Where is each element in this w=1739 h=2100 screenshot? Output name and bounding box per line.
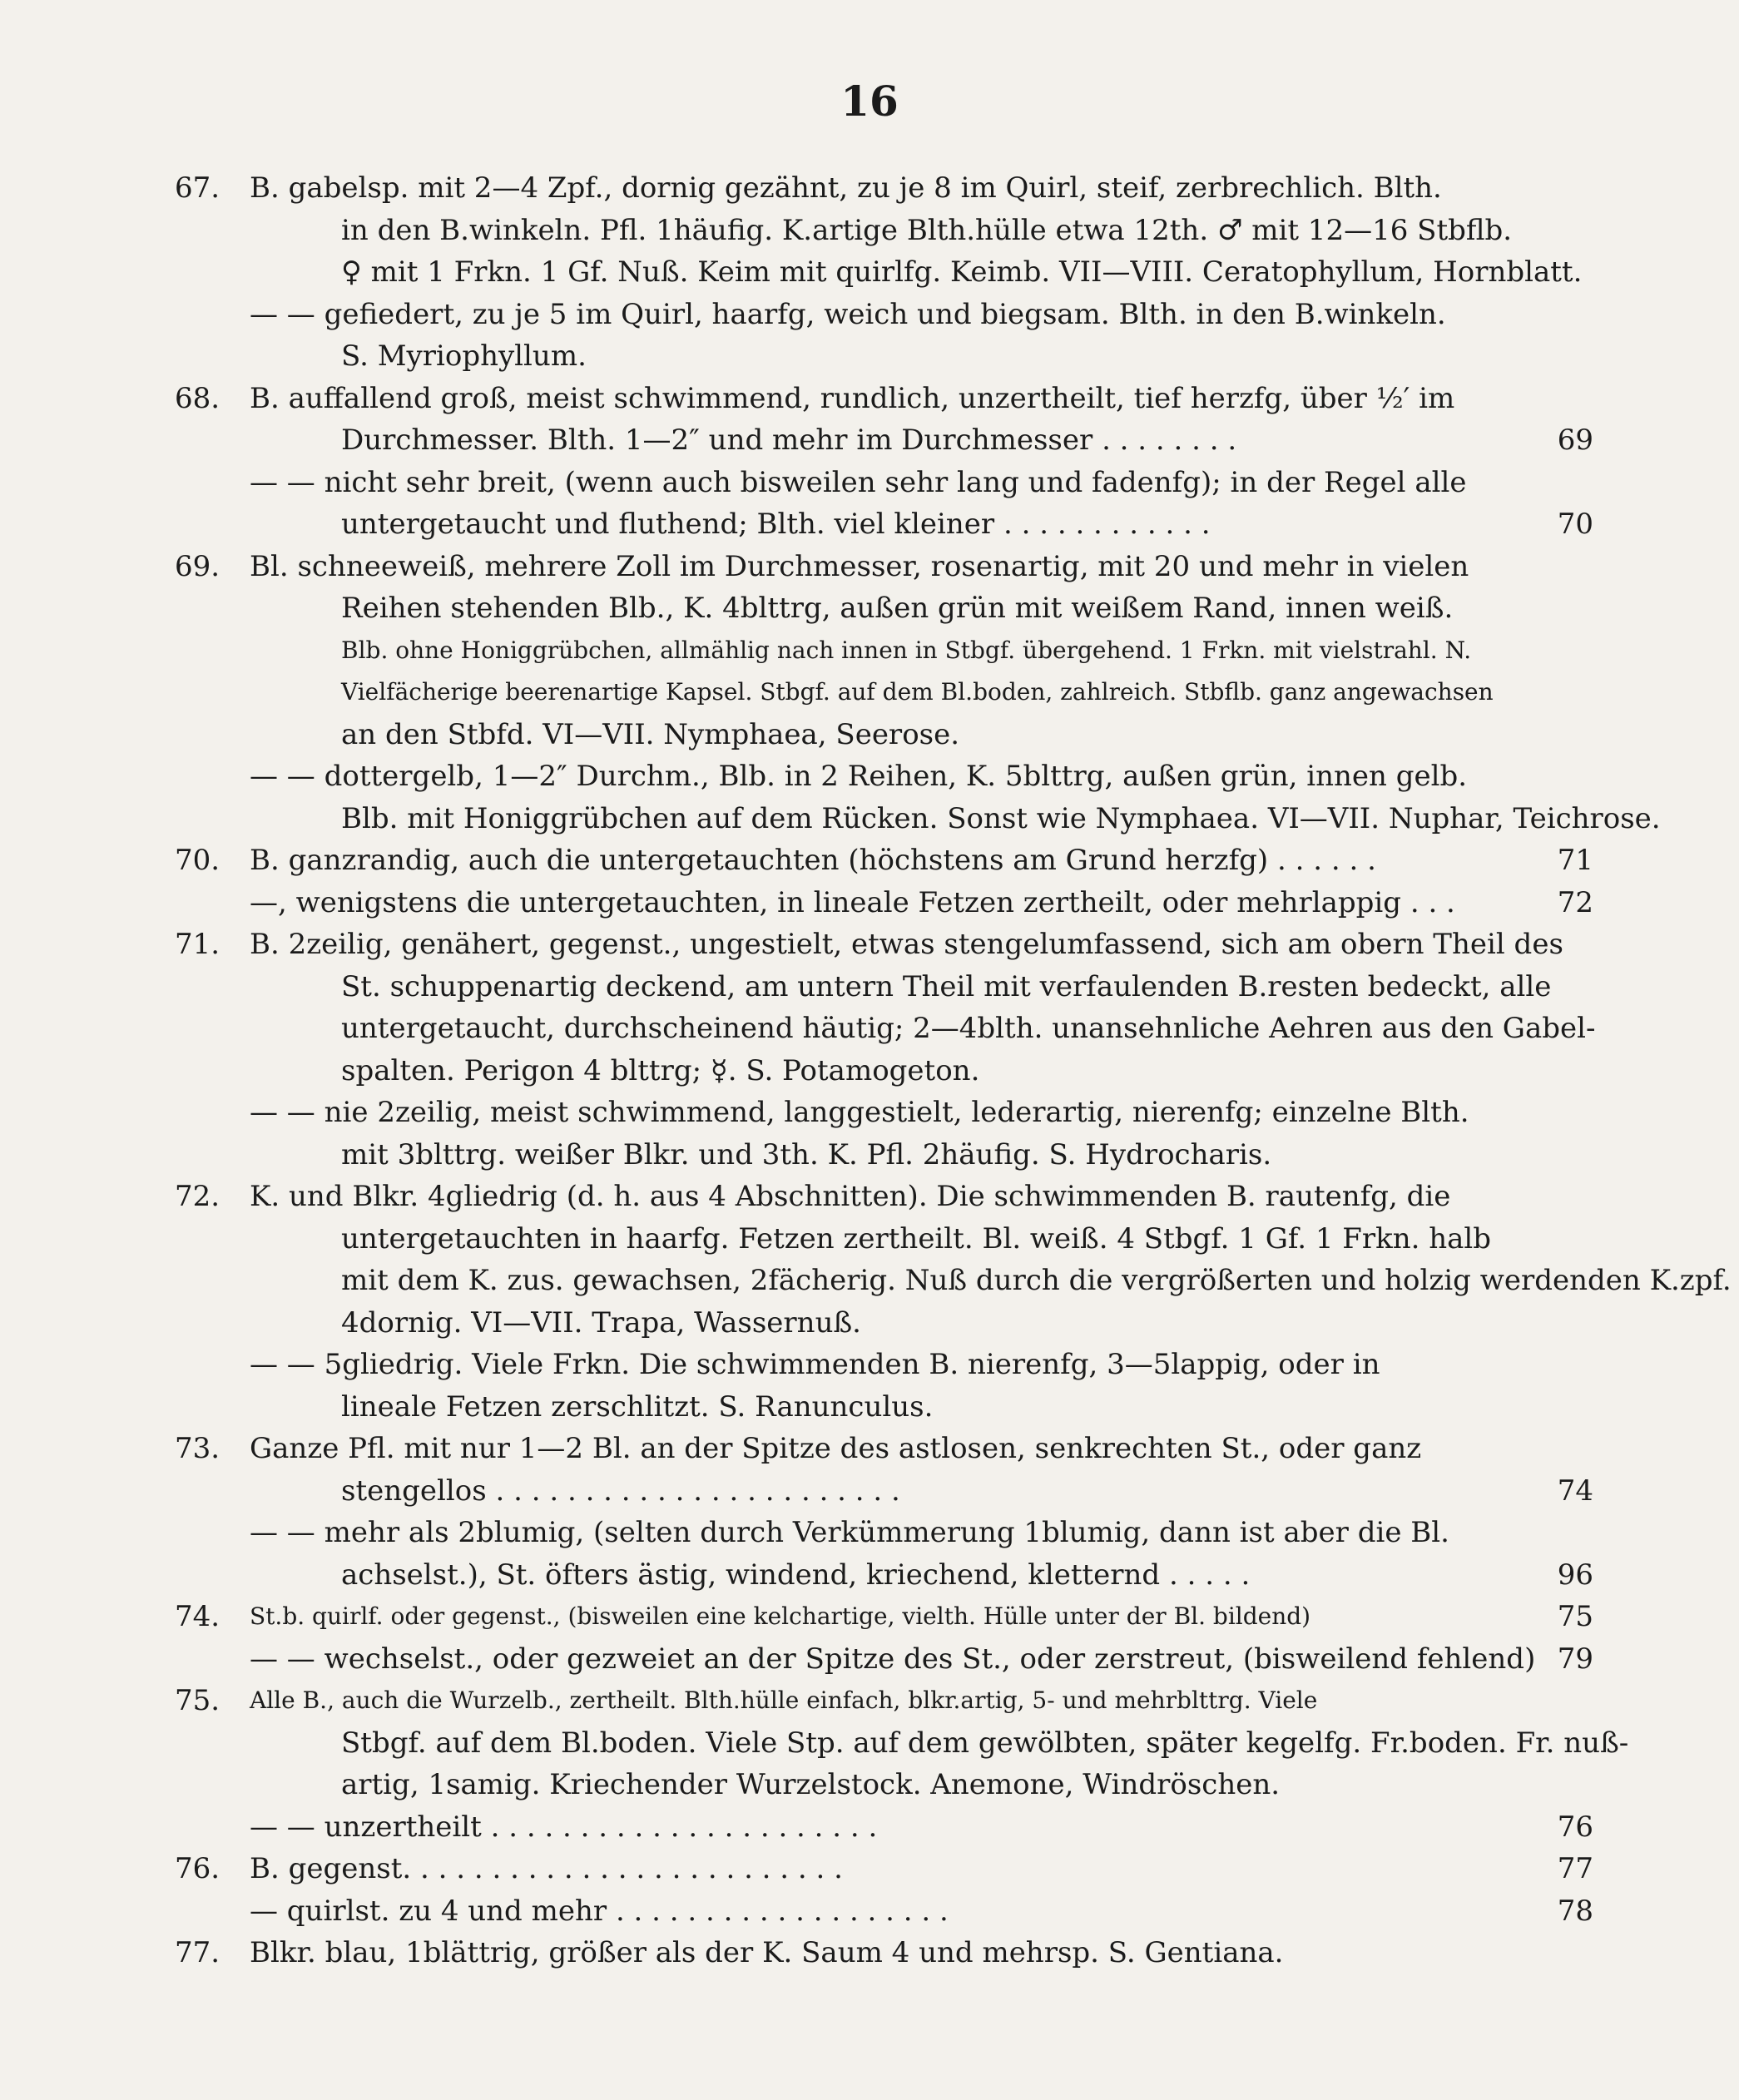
entry-text: Bl. schneeweiß, mehrere Zoll im Durchmesser, rosenartig, mit 20 und mehr in vielen: [250, 549, 1469, 583]
key-line: [0, 1259, 1739, 1302]
reference-number: 74: [1557, 1473, 1593, 1508]
entry-number: 76.: [175, 1852, 220, 1885]
key-line: [0, 419, 1739, 462]
key-line: [0, 881, 1739, 924]
key-line: [0, 1553, 1739, 1597]
key-line: [0, 1049, 1739, 1092]
key-line: [0, 1091, 1739, 1134]
key-line: [0, 1133, 1739, 1176]
key-line: [0, 671, 1739, 714]
reference-number: 76: [1557, 1810, 1593, 1844]
key-line: [0, 797, 1739, 840]
entry-text: — — dottergelb, 1—2″ Durchm., Blb. in 2 Reihen, K. 5blttrg, außen grün, innen gelb.: [250, 760, 1468, 793]
key-line: [0, 713, 1739, 756]
reference-number: 77: [1557, 1852, 1593, 1885]
entry-text: Vielfächerige beerenartige Kapsel. Stbgf. auf dem Bl.boden, zahlreich. Stbflb. ganz angewachsen: [341, 678, 1494, 706]
key-line: [0, 1679, 1739, 1722]
entry-text: achselst.), St. öfters ästig, windend, kriechend, kletternd . . . . .: [341, 1558, 1251, 1592]
entry-text: lineale Fetzen zerschlitzt. S. Ranunculus.: [341, 1389, 934, 1424]
reference-number: 72: [1557, 885, 1593, 919]
key-line: [0, 1175, 1739, 1218]
reference-number: 79: [1557, 1642, 1593, 1676]
key-line: [0, 1511, 1739, 1554]
key-line: [0, 1343, 1739, 1386]
page-number: 16: [840, 77, 899, 126]
key-line: [0, 461, 1739, 504]
entry-number: 68.: [175, 381, 220, 415]
entry-text: K. und Blkr. 4gliedrig (d. h. aus 4 Abschnitten). Die schwimmenden B. rautenfg, die: [250, 1180, 1451, 1213]
entry-text: artig, 1samig. Kriechender Wurzelstock. Anemone, Windröschen.: [341, 1768, 1281, 1801]
entry-text: ♀ mit 1 Frkn. 1 Gf. Nuß. Keim mit quirlfg. Keimb. VII—VIII. Ceratophyllum, Hornblatt.: [341, 255, 1583, 289]
entry-text: Blb. mit Honiggrübchen auf dem Rücken. Sonst wie Nymphaea. VI—VII. Nuphar, Teichrose.: [341, 801, 1661, 835]
key-line: [0, 1469, 1739, 1513]
entry-number: 74.: [175, 1600, 220, 1633]
entry-text: Blkr. blau, 1blättrig, größer als der K. Saum 4 und mehrsp. S. Gentiana.: [250, 1936, 1284, 1969]
entry-text: Alle B., auch die Wurzelb., zertheilt. Blth.hülle einfach, blkr.artig, 5- und mehrblttrg. Viele: [250, 1686, 1318, 1714]
key-line: [0, 923, 1739, 966]
entry-number: 67.: [175, 171, 220, 205]
entry-text: B. gabelsp. mit 2—4 Zpf., dornig gezähnt, zu je 8 im Quirl, steif, zerbrechlich. Blth.: [250, 171, 1442, 205]
entry-text: untergetauchten in haarfg. Fetzen zertheilt. Bl. weiß. 4 Stbgf. 1 Gf. 1 Frkn. halb: [341, 1221, 1492, 1256]
entry-text: — — nie 2zeilig, meist schwimmend, langgestielt, lederartig, nierenfg; einzelne Blth.: [250, 1096, 1469, 1129]
entry-text: untergetaucht, durchscheinend häutig; 2—4blth. unansehnliche Aehren aus den Gabel-: [341, 1012, 1596, 1045]
entry-text: St. schuppenartig deckend, am untern Theil mit verfaulenden B.resten bedeckt, alle: [341, 969, 1552, 1003]
entry-text: in den B.winkeln. Pfl. 1häufig. K.artige Blth.hülle etwa 12th. ♂ mit 12—16 Stbflb.: [341, 213, 1513, 247]
key-line: [0, 1890, 1739, 1933]
entry-text: B. 2zeilig, genähert, gegenst., ungestielt, etwas stengelumfassend, sich am obern Theil des: [250, 928, 1563, 961]
entry-text: Stbgf. auf dem Bl.boden. Viele Stp. auf dem gewölbten, später kegelfg. Fr.boden. Fr. nuß-: [341, 1726, 1629, 1760]
entry-text: — — wechselst., oder gezweiet an der Spitze des St., oder zerstreut, (bisweilend fehlend): [250, 1642, 1536, 1676]
entry-text: mit dem K. zus. gewachsen, 2fächerig. Nuß durch die vergrößerten und holzig werdenden K.zpf.: [341, 1264, 1732, 1297]
key-line: [0, 1763, 1739, 1806]
entry-text: — — mehr als 2blumig, (selten durch Verkümmerung 1blumig, dann ist aber die Bl.: [250, 1516, 1449, 1549]
entry-text: — — gefiedert, zu je 5 im Quirl, haarfg, weich und biegsam. Blth. in den B.winkeln.: [250, 297, 1446, 331]
entry-text: spalten. Perigon 4 blttrg; ☿. S. Potamogeton.: [341, 1053, 980, 1087]
key-line: [0, 1931, 1739, 1974]
key-line: [0, 1805, 1739, 1849]
reference-number: 69: [1557, 423, 1593, 457]
key-line: [0, 1007, 1739, 1050]
entry-number: 73.: [175, 1432, 220, 1465]
entry-number: 69.: [175, 549, 220, 583]
key-line: [0, 1595, 1739, 1638]
entry-text: Durchmesser. Blth. 1—2″ und mehr im Durchmesser . . . . . . . .: [341, 423, 1237, 457]
key-line: [0, 293, 1739, 336]
key-line: [0, 1217, 1739, 1260]
entry-text: Blb. ohne Honiggrübchen, allmählig nach innen in Stbgf. übergehend. 1 Frkn. mit vielstrahl. N.: [341, 636, 1472, 664]
entry-text: St.b. quirlf. oder gegenst., (bisweilen eine kelchartige, vielth. Hülle unter der Bl. bildend): [250, 1602, 1311, 1630]
entry-text: untergetaucht und fluthend; Blth. viel kleiner . . . . . . . . . . . .: [341, 508, 1211, 541]
key-line: [0, 755, 1739, 798]
key-line: [0, 1385, 1739, 1429]
key-line: [0, 1637, 1739, 1681]
reference-number: 71: [1557, 844, 1593, 877]
entry-number: 77.: [175, 1936, 220, 1969]
key-line: [0, 503, 1739, 546]
key-line: [0, 545, 1739, 588]
entry-text: an den Stbfd. VI—VII. Nymphaea, Seerose.: [341, 717, 960, 751]
entry-number: 71.: [175, 928, 220, 961]
reference-number: 70: [1557, 508, 1593, 541]
entry-text: B. gegenst. . . . . . . . . . . . . . . . . . . . . . . . .: [250, 1852, 843, 1885]
entry-number: 72.: [175, 1180, 220, 1213]
key-line: [0, 1301, 1739, 1345]
reference-number: 75: [1557, 1600, 1593, 1633]
key-line: [0, 209, 1739, 252]
entry-text: mit 3blttrg. weißer Blkr. und 3th. K. Pfl. 2häufig. S. Hydrocharis.: [341, 1137, 1272, 1171]
entry-text: S. Myriophyllum.: [341, 339, 587, 373]
entry-text: B. ganzrandig, auch die untergetauchten (höchstens am Grund herzfg) . . . . . .: [250, 844, 1376, 877]
entry-text: — quirlst. zu 4 und mehr . . . . . . . . . . . . . . . . . . .: [250, 1894, 949, 1928]
reference-number: 96: [1557, 1558, 1593, 1592]
key-line: [0, 965, 1739, 1008]
key-line: [0, 1847, 1739, 1890]
key-line: [0, 166, 1739, 210]
key-line: [0, 250, 1739, 294]
entry-text: — — nicht sehr breit, (wenn auch bisweilen sehr lang und fadenfg); in der Regel alle: [250, 465, 1467, 499]
entry-text: Reihen stehenden Blb., K. 4blttrg, außen grün mit weißem Rand, innen weiß.: [341, 592, 1454, 625]
entry-text: stengellos . . . . . . . . . . . . . . . . . . . . . . .: [341, 1473, 900, 1508]
entry-text: —, wenigstens die untergetauchten, in lineale Fetzen zertheilt, oder mehrlappig . . .: [250, 885, 1455, 919]
key-line: [0, 377, 1739, 420]
entry-text: B. auffallend groß, meist schwimmend, rundlich, unzertheilt, tief herzfg, über ½′ im: [250, 381, 1455, 415]
key-line: [0, 1721, 1739, 1765]
key-line: [0, 587, 1739, 630]
entry-number: 75.: [175, 1684, 220, 1717]
entry-text: 4dornig. VI—VII. Trapa, Wassernuß.: [341, 1305, 861, 1340]
entry-text: Ganze Pfl. mit nur 1—2 Bl. an der Spitze des astlosen, senkrechten St., oder ganz: [250, 1432, 1422, 1465]
key-line: [0, 334, 1739, 378]
key-line: [0, 1427, 1739, 1470]
key-line: [0, 629, 1739, 672]
entry-text: — — unzertheilt . . . . . . . . . . . . . . . . . . . . . .: [250, 1810, 878, 1844]
entry-text: — — 5gliedrig. Viele Frkn. Die schwimmenden B. nierenfg, 3—5lappig, oder in: [250, 1348, 1380, 1381]
reference-number: 78: [1557, 1894, 1593, 1928]
key-line: [0, 839, 1739, 882]
entry-number: 70.: [175, 844, 220, 877]
